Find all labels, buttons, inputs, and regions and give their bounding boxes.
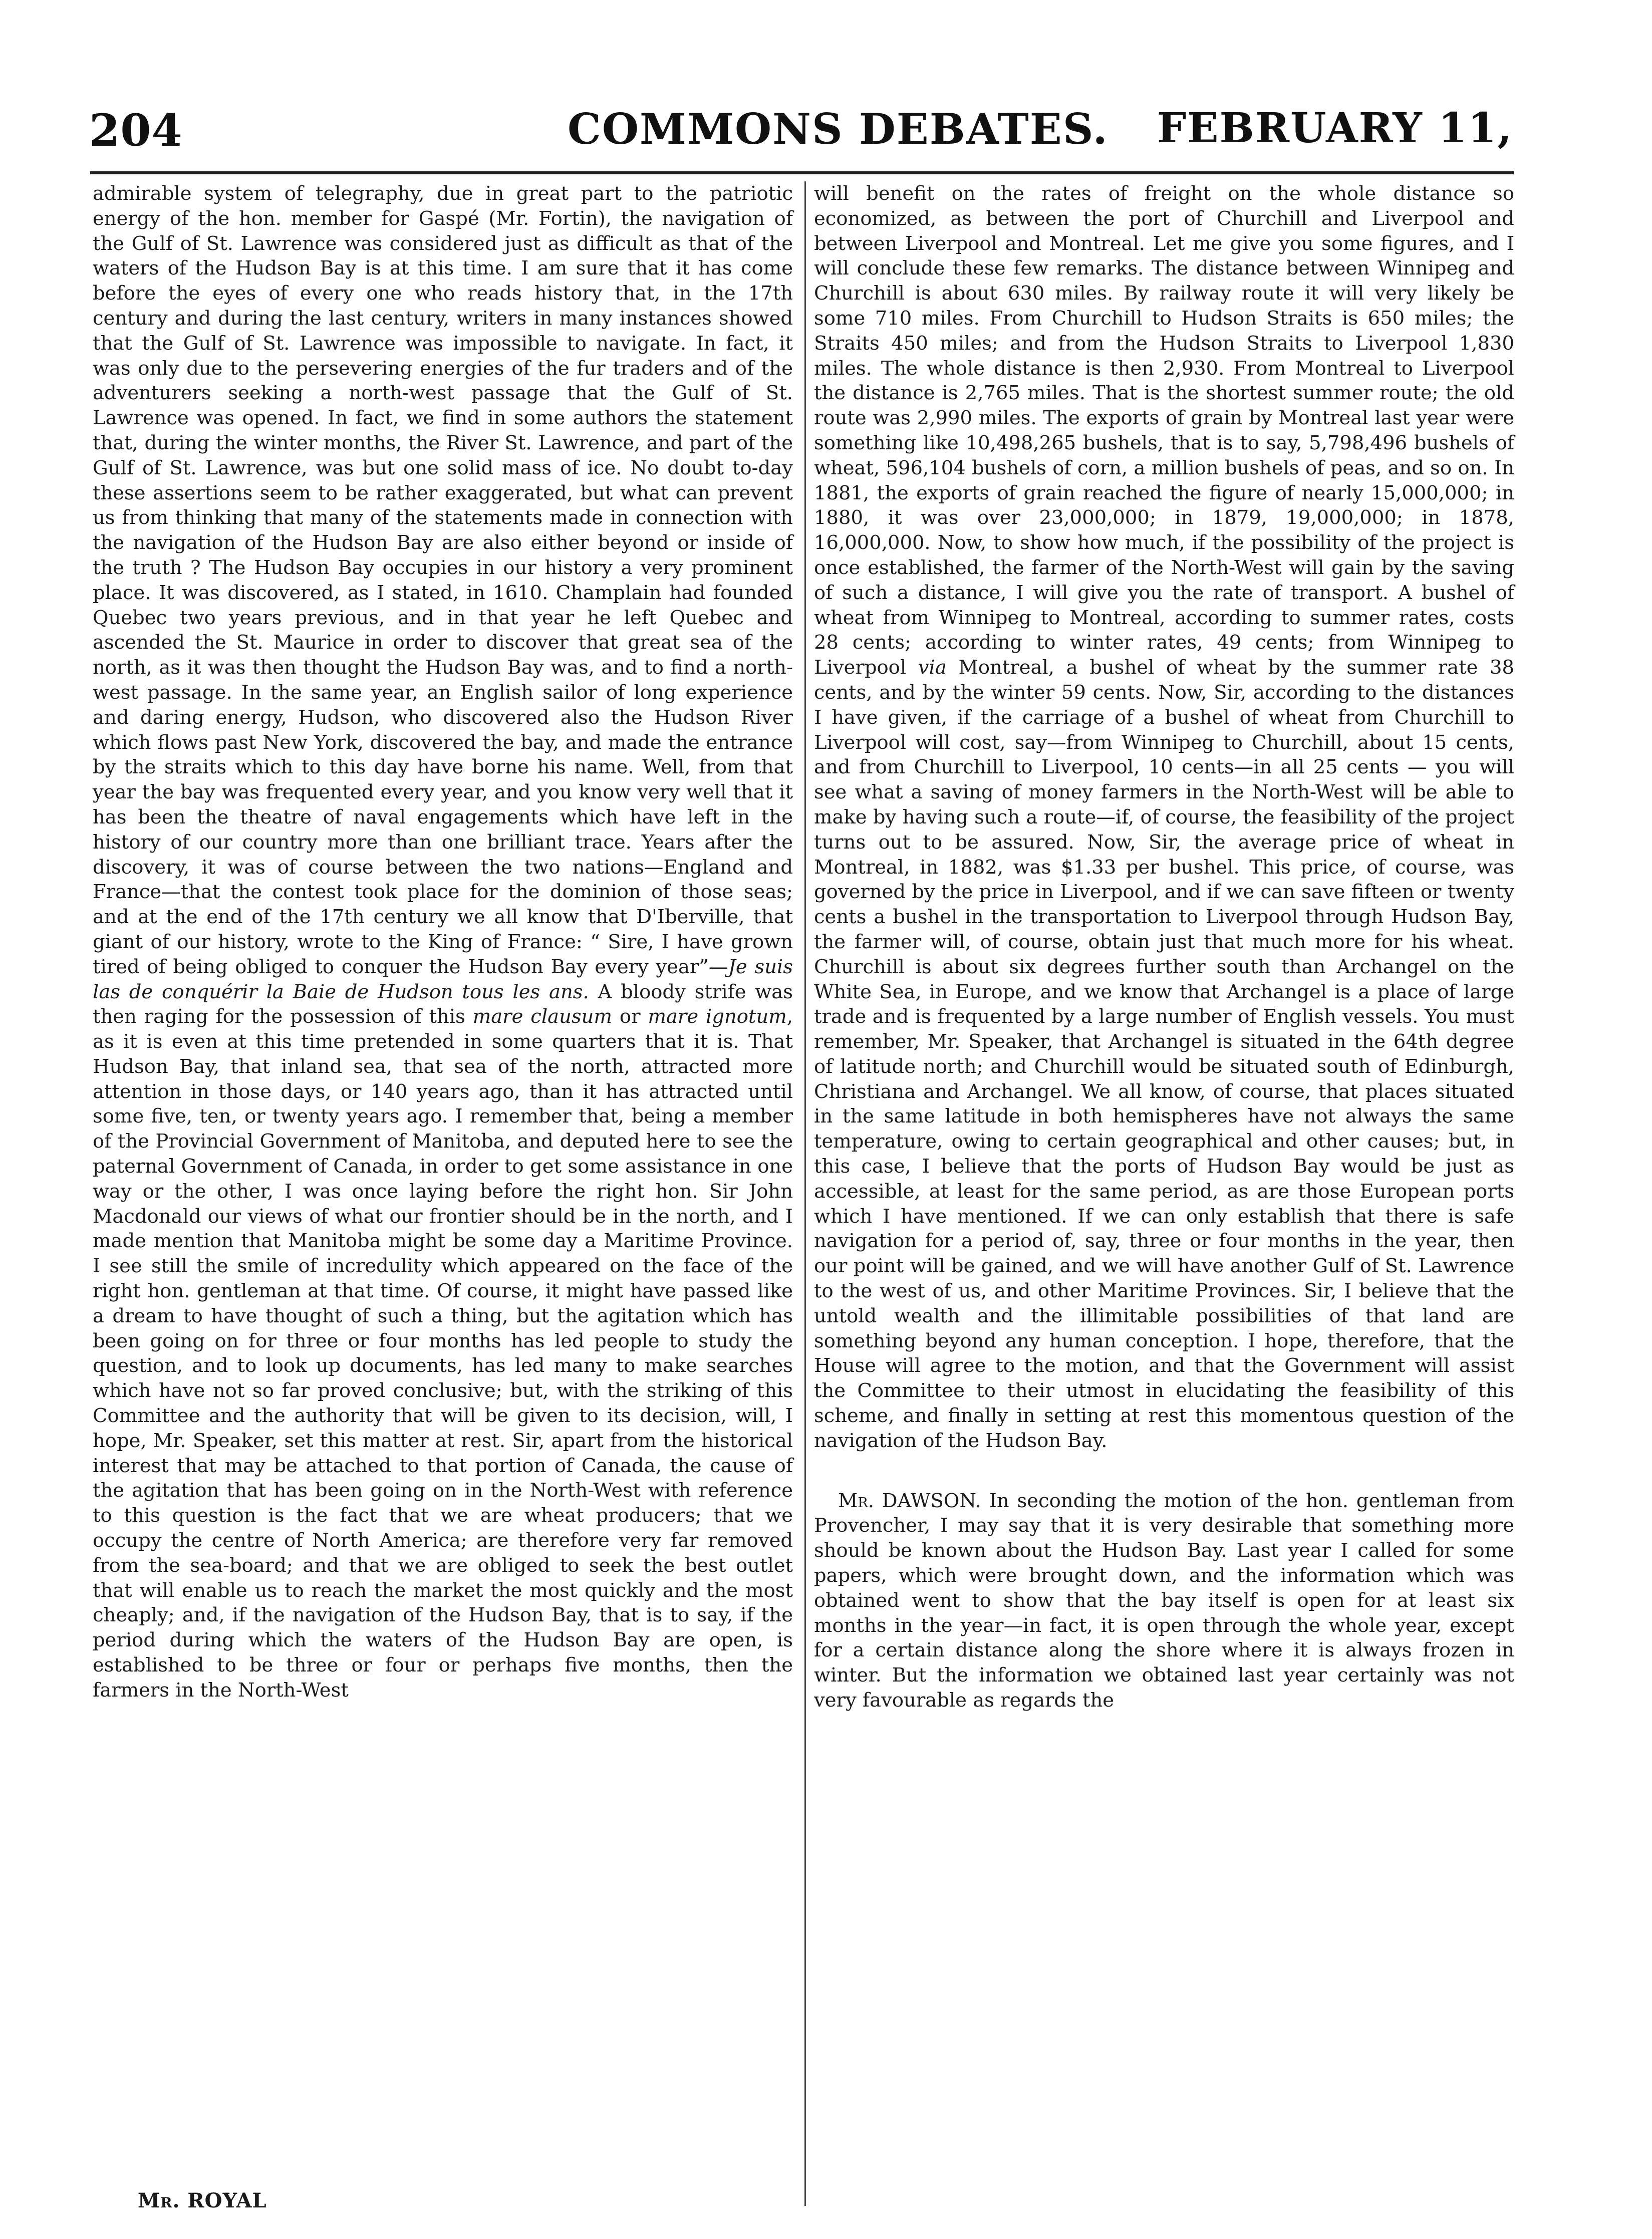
left-text-2: A bloody strife was then raging for the possession of this xyxy=(93,980,793,1028)
header-rule xyxy=(90,171,1514,174)
left-text-or: or xyxy=(612,1005,648,1028)
speaker-footer: Mr. ROYAL xyxy=(138,2189,267,2212)
right-text-1: will benefit on the rates of freight on the whole distance so economized, as between the port of Churchill and Liverpool and between Liverpool and Montreal. Let me give you some figures, and I will conclude these few remarks. The distance between Winnipeg and Churchill is about 630 miles. By railway route it will very likely be some 710 miles. From Churchill to Hudson Straits is 650 miles; the Straits 450 miles; and from the Hudson Straits to Liverpool 1,830 miles. The whole distance is then 2,930. From Montreal to Liverpool the distance is 2,765 miles. That is the shortest summer route; the old route was 2,990 miles. The exports of grain by Montreal last year were something like 10,498,265 bushels, that is to say, 5,798,496 bushels of wheat, 596,104 bushels of corn, a million bushels of peas, and so on. In 1881, the exports of grain reached the figure of nearly 15,000,000; in 1880, it was over 23,000,000; in 1879, 19,000,000; in 1878, 16,000,000. Now, to show how much, if the possibility of the project is once established, the farmer of the North-West will gain by the saving of such a distance, I will give you the rate of transport. A bushel of wheat from Winnipeg to Montreal, according to summer rates, costs 28 cents; according to winter rates, 49 cents; from Winnipeg to Liverpool xyxy=(814,182,1514,679)
right-paragraph-2 xyxy=(814,1489,1514,1713)
paragraph-gap xyxy=(814,1454,1514,1489)
mare-ignotum: mare ignotum xyxy=(648,1005,787,1028)
right-paragraph-1 xyxy=(814,181,1514,1454)
via-word: via xyxy=(918,656,947,679)
right-text-2: Montreal, a bushel of wheat by the summer rate 38 cents, and by the winter 59 cents. Now, Sir, according to the distances I have given, if the carriage of a bushel of wheat from Churchill to Liverpool will cost, say—from Winnipeg to Churchill, about 15 cents, and from Churchill to Liverpool, 10 cents—in all 25 cents — you will see what a saving of money farmers in the North-West will be able to make by having such a route—if, of course, the feasibility of the project turns out to be assured. Now, Sir, the average price of wheat in Montreal, in 1882, was $1.33 per bushel. This price, of course, was governed by the price in Liverpool, and if we can save fifteen or twenty cents a bushel in the transportation to Liverpool through Hudson Bay, the farmer will, of course, obtain just that much more for his wheat. Churchill is about six degrees further south than Archangel on the White Sea, in Europe, and we know that Archangel is a place of large trade and is frequented by a large number of English vessels. You must remember, Mr. Speaker, that Archangel is situated in the 64th degree of latitude north; and Churchill would be situated south of Edinburgh, Christiana and Archangel. We all know, of course, that places situated in the same latitude in both hemispheres have not always the same temperature, owing to certain geographical and other causes; but, in this case, I believe that the ports of Hudson Bay would be just as accessible, at least for the same period, as are those European ports which I have mentioned. If we can only establish that there is safe navigation for a period of, say, three or four months in the year, then our point will be gained, and we will have another Gulf of St. Lawrence to the west of us, and other Maritime Provinces. Sir, I believe that the untold wealth and the illimitable possibilities of that land are something beyond any human conception. I hope, therefore, that the House will agree to the motion, and that the Government will assist the Committee to their utmost in elucidating the feasibility of this scheme, and finally in setting at rest this momentous question of the navigation of the Hudson Bay. xyxy=(814,656,1514,1452)
running-title: COMMONS DEBATES. xyxy=(568,104,1109,154)
mare-clausum: mare clausum xyxy=(472,1005,612,1028)
french-quote: Je suis las de conquérir la Baie de Hudson tous les ans. xyxy=(93,955,793,1003)
left-text-3: , as it is even at this time pretended in some quarters that it is. That Hudson Bay, that inland sea, that sea of the north, attracted more attention in those days, or 140 years ago, than it has attracted until some five, ten, or twenty years ago. I remember that, being a member of the Provincial Government of Manitoba, and deputed here to see the paternal Government of Canada, in order to get some assistance in one way or the other, I was once laying before the right hon. Sir John Macdonald our views of what our frontier should be in the north, and I made mention that Manitoba might be some day a Maritime Province. I see still the smile of incredulity which appeared on the face of the right hon. gentleman at that time. Of course, it might have passed like a dream to have thought of such a thing, but the agitation which has been going on for three or four months has led people to study the question, and to look up documents, has led many to make searches which have not so far proved conclusive; but, with the striking of this Committee and the authority that will be given to its decision, will, I hope, Mr. Speaker, set this matter at rest. Sir, apart from the historical interest that may be attached to that portion of Canada, the cause of the agitation that has been going on in the North-West with reference to this question is the fact that we are wheat producers; that we occupy the centre of North America; are therefore very far removed from the sea-board; and that we are obliged to seek the best outlet that will enable us to reach the market the most quickly and the most cheaply; and, if the navigation of the Hudson Bay, that is to say, if the period during which the waters of the Hudson Bay are open, is established to be three or four or perhaps five months, then the farmers in the North-West xyxy=(93,1005,793,1702)
page-header xyxy=(89,104,1513,169)
column-rule xyxy=(804,181,806,2206)
left-column xyxy=(93,181,793,1703)
speaker-dawson: Mr. DAWSON. xyxy=(838,1489,981,1512)
left-text-1: admirable system of telegraphy, due in great part to the patriotic energy of the hon. member for Gaspé (Mr. Fortin), the navigation of the Gulf of St. Lawrence was considered just as difficult as that of the waters of the Hudson Bay is at this time. I am sure that it has come before the eyes of every one who reads history that, in the 17th century and during the last century, writers in many instances showed that the Gulf of St. Lawrence was impossible to navigate. In fact, it was only due to the persevering energies of the fur traders and of the adventurers seeking a north-west passage that the Gulf of St. Lawrence was opened. In fact, we find in some authors the statement that, during the winter months, the River St. Lawrence, and part of the Gulf of St. Lawrence, was but one solid mass of ice. No doubt to-day these assertions seem to be rather exaggerated, but what can prevent us from thinking that many of the statements made in connection with the navigation of the Hudson Bay are also either beyond or inside of the truth ? The Hudson Bay occupies in our history a very prominent place. It was discovered, as I stated, in 1610. Champlain had founded Quebec two years previous, and in that year he left Quebec and ascended the St. Maurice in order to discover that great sea of the north, as it was then thought the Hudson Bay was, and to find a north-west passage. In the same year, an English sailor of long experience and daring energy, Hudson, who discovered also the Hudson River which flows past New York, discovered the bay, and made the entrance by the straits which to this day have borne his name. Well, from that year the bay was frequented every year, and you know very well that it has been the theatre of naval engagements which have left in the history of our country more than one brilliant trace. Years after the discovery, it was of course between the two nations—England and France—that the contest took place for the dominion of those seas; and at the end of the 17th century we all know that D'Iberville, that giant of our history, wrote to the King of France: “ Sire, I have grown tired of being obliged to conquer the Hudson Bay every year”— xyxy=(93,182,793,978)
right-column xyxy=(814,181,1514,1713)
left-paragraph xyxy=(93,181,793,1703)
dawson-text: In seconding the motion of the hon. gentleman from Provencher, I may say that it is very desirable that something more should be known about the Hudson Bay. Last year I called for some papers, which were brought down, and the information which was obtained went to show that the bay itself is open for at least six months in the year—in fact, it is open through the whole year, except for a certain distance along the shore where it is always frozen in winter. But the information we obtained last year certainly was not very favourable as regards the xyxy=(814,1489,1515,1712)
running-date: FEBRUARY 11, xyxy=(1157,104,1513,152)
page-number: 204 xyxy=(89,104,183,156)
